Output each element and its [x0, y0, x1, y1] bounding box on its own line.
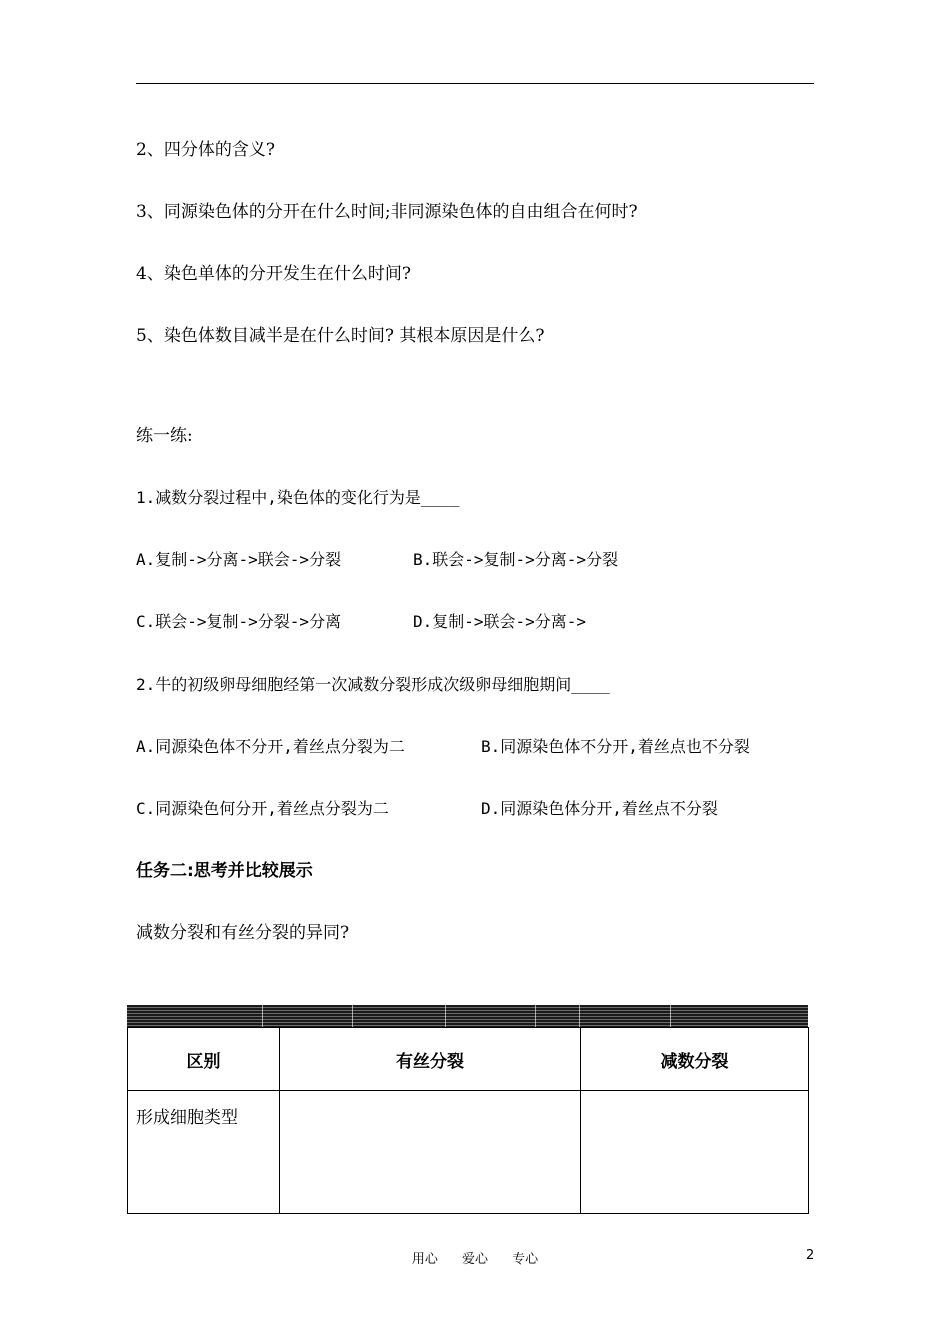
row-label-cell-type: 形成细胞类型 — [128, 1091, 280, 1214]
practice-heading: 练一练: — [136, 426, 193, 446]
practice-q1-option-a: A.复制->分离->联会->分裂 — [136, 550, 342, 569]
table-header-row — [128, 1028, 809, 1091]
practice-q2: 2.牛的初级卵母细胞经第一次减数分裂形成次级卵母细胞期间____ — [136, 675, 610, 694]
header-meiosis: 减数分裂 — [581, 1028, 809, 1091]
question-2: 2、四分体的含义? — [136, 140, 275, 160]
question-4: 4、染色单体的分开发生在什么时间? — [136, 264, 411, 284]
footer-item: 爱心 — [461, 1252, 488, 1267]
comparison-table — [127, 1005, 808, 1214]
practice-q1: 1.减数分裂过程中,染色体的变化行为是____ — [136, 488, 460, 507]
header-mitosis: 有丝分裂 — [280, 1028, 581, 1091]
cell-meiosis-answer[interactable] — [581, 1091, 809, 1214]
table-top-border — [127, 1005, 808, 1027]
question-5: 5、染色体数目减半是在什么时间? 其根本原因是什么? — [136, 326, 545, 346]
header-rule — [136, 83, 814, 84]
practice-q2-option-d: D.同源染色体分开,着丝点不分裂 — [481, 799, 718, 818]
page-number: 2 — [806, 1248, 815, 1263]
task2-question: 减数分裂和有丝分裂的异同? — [136, 923, 350, 943]
cell-mitosis-answer[interactable] — [280, 1091, 581, 1214]
table-row — [128, 1091, 809, 1214]
practice-q1-option-b: B.联会->复制->分离->分裂 — [413, 550, 619, 569]
footer-item: 用心 — [411, 1252, 438, 1267]
task2-heading: 任务二:思考并比较展示 — [136, 861, 313, 881]
header-difference: 区别 — [128, 1028, 280, 1091]
footer-item: 专心 — [512, 1252, 539, 1267]
practice-q2-option-b: B.同源染色体不分开,着丝点也不分裂 — [481, 737, 750, 756]
practice-q2-option-a: A.同源染色体不分开,着丝点分裂为二 — [136, 737, 405, 756]
practice-q2-option-c: C.同源染色何分开,着丝点分裂为二 — [136, 799, 389, 818]
question-3: 3、同源染色体的分开在什么时间;非同源染色体的自由组合在何时? — [136, 202, 638, 222]
practice-q1-option-d: D.复制->联会->分离-> — [413, 612, 587, 631]
practice-q1-option-c: C.联会->复制->分裂->分离 — [136, 612, 342, 631]
